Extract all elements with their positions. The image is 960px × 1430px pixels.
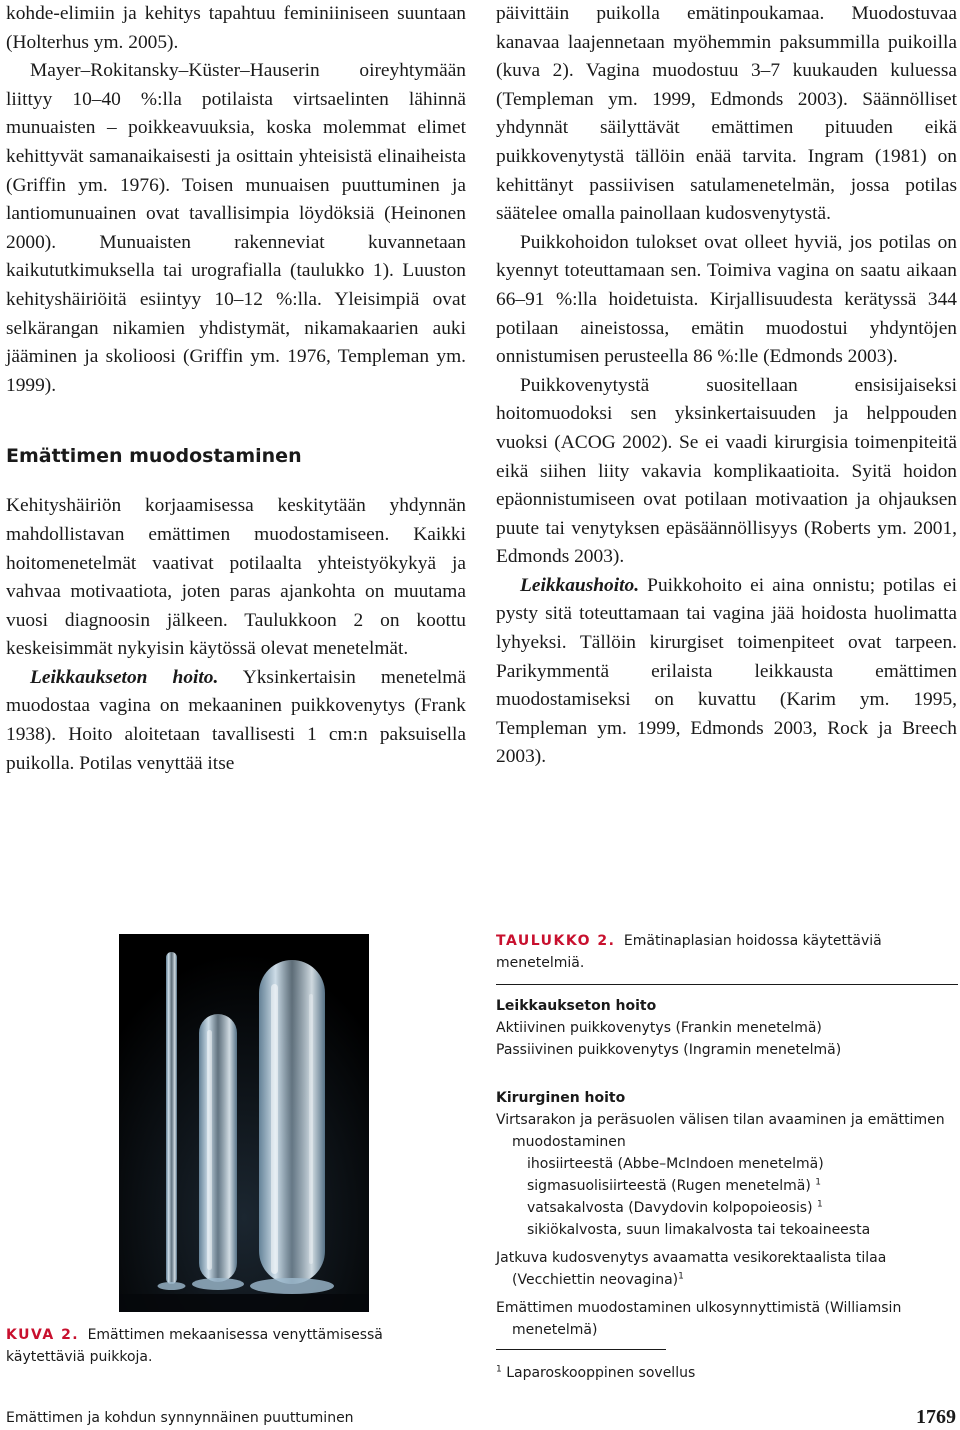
paragraph (496, 572, 957, 772)
table-2 (496, 930, 958, 1384)
right-text-column (496, 0, 957, 772)
paragraph: Kehityshäiriön korjaamisessa keskitytään yhdynnän mahdollistavan emättimen muodostamiseen. Kaikki hoitomenetelmät vaativat potilaalta yhteistyökykyä ja vahvaa motivaatiota, joten paras ajankohta on muutama vuosi diagnoosin jälkeen. Taulukkoon 2 on koottu keskeisimmät nykyisin käytössä olevat menetelmät. (6, 495, 466, 660)
dilator-rods-illustration (119, 934, 369, 1312)
table-subrow (496, 1175, 958, 1197)
table-subrow-text: sigmasuolisiirteestä (Rugen menetelmä) (527, 1178, 811, 1194)
paragraph: Mayer–Rokitansky–Küster–Hauserin oireyhtymään liittyy 10–40 %:lla potilaista virtsaelinten lähinnä munuaisten – poikkeavuuksia, koska molemmat elimet kehittyvät samanaikaisesti ja osittain yhteisistä elinaiheista (Griffin ym. 1976). Toisen munuaisen puuttuminen ja lantiomunuainen ovat tavallisimpia löydöksiä (Heinonen 2000). Munuaisten rakenneviat kuvannetaan kaikututkimuksella tai urografialla (taulukko 1). Luuston kehityshäiriöitä esiintyy 10–12 %:lla. Yleisimpiä ovat selkärangan nikamien yhdistymät, nikamakaarien auki jääminen ja skolioosi (Griffin ym. 1976, Templeman ym. 1999). (6, 60, 466, 396)
footnote-mark: 1 (496, 1364, 502, 1375)
table-subrow: ihosiirteestä (Abbe–McIndoen menetelmä) (527, 1156, 824, 1172)
footnote-mark: 1 (815, 1177, 822, 1188)
paragraph: kohde-elimiin ja kehitys tapahtuu feminiiniseen suuntaan (Holterhus ym. 2005). (6, 3, 466, 53)
running-footer-title: Emättimen ja kohdun synnynnäinen puuttuminen (6, 1410, 354, 1426)
footnote-mark: 1 (817, 1199, 823, 1210)
figure-dilators-photo (119, 934, 369, 1312)
table-footnote (496, 1362, 958, 1384)
section-heading: Emättimen muodostaminen (6, 445, 302, 468)
photo-background (119, 934, 369, 1312)
table-subrow (496, 1197, 958, 1219)
table-row: Virtsarakon ja peräsuolen välisen tilan avaaminen ja emättimen muodostaminen (496, 1112, 945, 1150)
table-row: Aktiivinen puikkovenytys (Frankin menetelmä) (496, 1020, 822, 1036)
table-section-head: Kirurginen hoito (496, 1090, 626, 1106)
thick-dilator-rod (250, 960, 334, 1294)
medium-dilator-rod (192, 1014, 244, 1290)
table-subrow: sikiökalvosta, suun limakalvosta tai tekoaineesta (527, 1222, 871, 1238)
paragraph (6, 664, 466, 778)
figure-caption (6, 1324, 466, 1368)
figure-caption-text: Emättimen mekaanisessa venyttämisessä käytettäviä puikkoja. (6, 1327, 383, 1365)
paragraph: päivittäin puikolla emätinpoukamaa. Muodostuvaa kanavaa laajennetaan myöhemmin paksummilla puikoilla (kuva 2). Vagina muodostuu 3–7 kuukauden kuluessa (Templeman ym. 1999, Edmonds 2003). Säännölliset yhdynnät säilyttävät emättimen pituuden eikä puikkovenytystä tällöin enää tarvita. Ingram (1981) on kehittänyt passiivisen satulamenetelmän, jossa potilas säätelee omalla painollaan kudosvenytystä. (496, 3, 957, 225)
table-title (496, 930, 958, 974)
table-section-head: Leikkaukseton hoito (496, 998, 657, 1014)
paragraph-text: Yksinkertaisin menetelmä muodostaa vagina on mekaaninen puikkovenytys (Frank 1938). Hoito aloitetaan tavallisesti 1 cm:n paksuisella puikolla. Potilas venyttää itse (6, 666, 466, 774)
paragraph: Puikkohoidon tulokset ovat olleet hyviä, jos potilas on kyennyt toteuttamaan sen. Toimiva vagina on saatu aikaan 66–91 %:lla hoidetuista. Kirjallisuudesta kerätyssä 344 potilaan aineistossa, emätin muodostui yhdyntöjen onnistumisen perusteella 86 %:lle (Edmonds 2003). (496, 231, 957, 368)
table-subrow-text: vatsakalvosta (Davydovin kolpopoieosis) (527, 1200, 813, 1216)
table-row (496, 1247, 958, 1291)
footnote-rule (496, 1349, 666, 1350)
table-rule (496, 984, 958, 985)
table-row-text: Jatkuva kudosvenytys avaamatta vesikorektaalista tilaa (Vecchiettin neovagina) (496, 1250, 887, 1288)
table-row: Emättimen muodostaminen ulkosynnyttimistä (Williamsin menetelmä) (496, 1300, 902, 1338)
spacer (496, 1061, 958, 1087)
figure-label: KUVA 2. (6, 1327, 80, 1343)
run-in-heading: Leikkaushoito. (520, 574, 640, 596)
paragraph-text: Puikkohoito ei aina onnistu; potilas ei pysty sitä toteuttamaan tai vagina jää hoidosta huolimatta lyhyeksi. Tällöin kirurgiset toimenpiteet ovat tarpeen. Parikymmentä erilaista leikkausta emättimen muodostamiseksi on kuvattu (Karim ym. 1995, Templeman ym. 1999, Edmonds 2003, Rock ja Breech 2003). (496, 574, 957, 768)
footnote-mark: 1 (678, 1271, 684, 1282)
footnote-text: Laparoskooppinen sovellus (506, 1365, 696, 1381)
run-in-heading: Leikkaukseton hoito. (30, 666, 219, 688)
page-number: 1769 (916, 1406, 956, 1428)
table-row: Passiivinen puikkovenytys (Ingramin menetelmä) (496, 1042, 842, 1058)
table-label: TAULUKKO 2. (496, 933, 616, 949)
paragraph: Puikkovenytystä suositellaan ensisijaiseksi hoitomuodoksi sen yksinkertaisuuden ja helppouden vuoksi (ACOG 2002). Se ei vaadi kirurgisia toimenpiteitä eikä siihen liity vakavia komplikaatioita. Syitä hoidon epäonnistumiseen ovat potilaan motivaation ja ohjauksen puute tai venytyksen epäsäännöllisyys (Roberts ym. 2001, Edmonds 2003). (496, 374, 957, 568)
table-title-text: Emätinaplasian hoidossa käytettäviä menetelmiä. (496, 933, 882, 971)
left-text-column (6, 0, 466, 778)
